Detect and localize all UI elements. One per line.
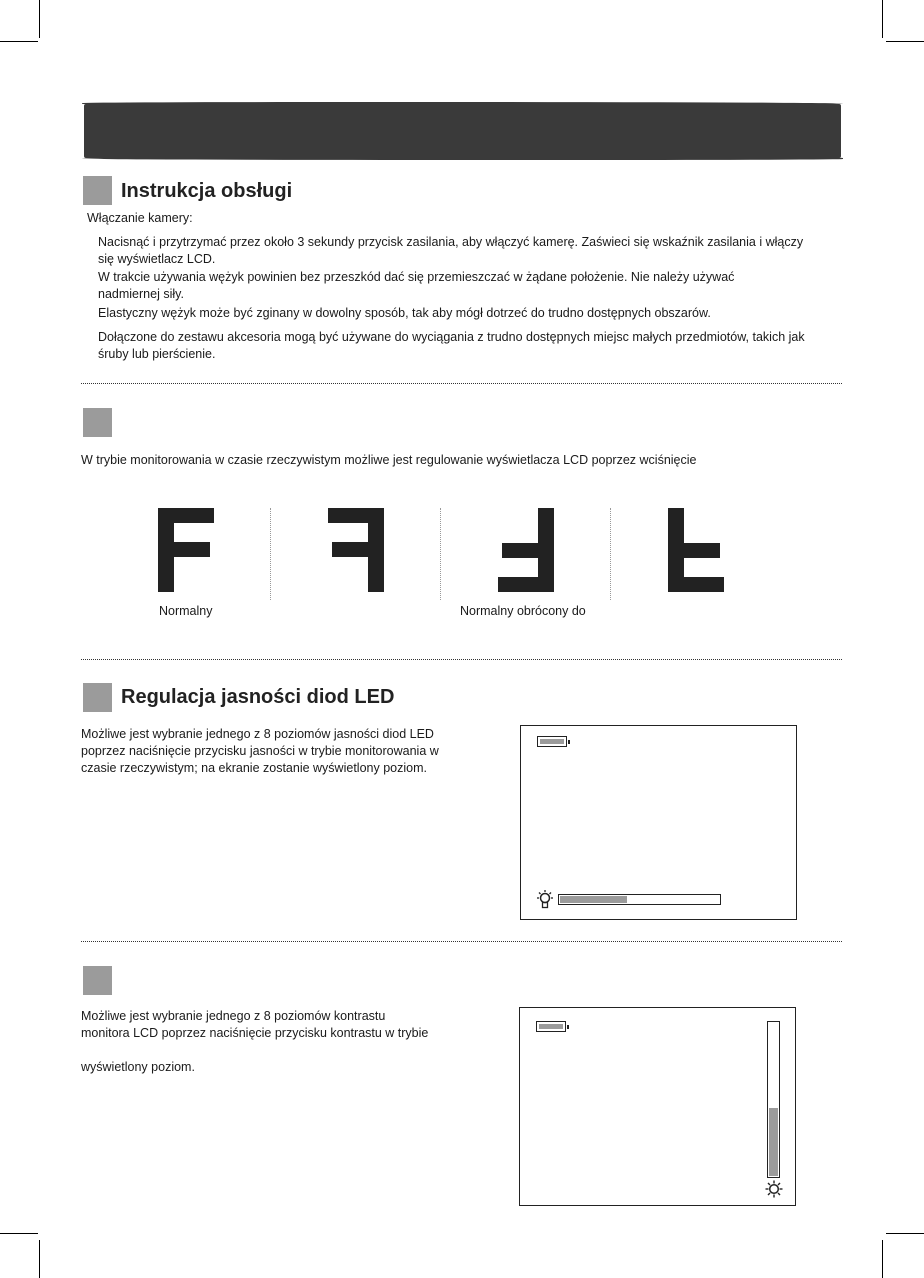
glyph-flipped — [668, 508, 724, 592]
glyph-rotated — [498, 508, 554, 592]
section-title: Regulacja jasności diod LED — [121, 686, 395, 708]
lcd-screen-led — [520, 725, 797, 920]
section-marker — [83, 683, 112, 712]
display-text: W trybie monitorowania w czasie rzeczywistym możliwe jest regulowanie wyświetlacza LCD poprzez wciśnięcie — [81, 453, 697, 467]
section-marker — [83, 966, 112, 995]
contrast-description: Możliwe jest wybranie jednego z 8 poziomów kontrastu monitora LCD poprzez naciśnięcie przycisku kontrastu w trybie wyświetlony poziom. — [81, 1009, 429, 1074]
battery-icon — [537, 736, 567, 747]
section-title: Instrukcja obsługi — [121, 180, 293, 202]
paragraph: W trakcie używania wężyk powinien bez przeszkód dać się przemieszczać w żądane położenie. Nie należy używać nadmiernej siły. — [98, 270, 735, 301]
column-divider — [270, 508, 271, 600]
paragraph: Dołączone do zestawu akcesoria mogą być używane do wyciągania z trudno dostępnych miejsc małych przedmiotów, takich jak śruby lub pierścienie. — [98, 330, 805, 361]
divider — [81, 659, 842, 660]
lcd-screen-contrast — [519, 1007, 796, 1206]
column-divider — [610, 508, 611, 600]
crop-mark — [39, 0, 40, 38]
battery-icon — [536, 1021, 566, 1032]
crop-mark — [882, 0, 883, 38]
divider — [81, 941, 842, 942]
crop-mark — [39, 1240, 40, 1278]
led-level-bar — [558, 894, 721, 905]
crop-mark — [882, 1240, 883, 1278]
sun-icon — [765, 1180, 783, 1198]
paragraph: Elastyczny wężyk może być zginany w dowolny sposób, tak aby mógł dotrzeć do trudno dostępnych obszarów. — [98, 306, 711, 320]
glyph-mirrored — [328, 508, 384, 592]
section-marker — [83, 176, 112, 205]
crop-mark — [0, 1233, 38, 1234]
crop-mark — [886, 41, 924, 42]
header-banner — [84, 104, 841, 158]
paragraph: Nacisnąć i przytrzymać przez około 3 sekundy przycisk zasilania, aby włączyć kamerę. Zaświeci się wskaźnik zasilania i włączy się wyświetlacz LCD. — [98, 235, 804, 266]
glyph-normal — [158, 508, 214, 592]
contrast-level-bar — [767, 1021, 780, 1178]
mode-label: Normalny — [159, 604, 213, 618]
crop-mark — [886, 1233, 924, 1234]
mode-label: Normalny obrócony do — [460, 604, 586, 618]
bulb-icon — [536, 890, 554, 912]
section-marker — [83, 408, 112, 437]
crop-mark — [0, 41, 38, 42]
divider — [81, 383, 842, 384]
led-description: Możliwe jest wybranie jednego z 8 poziomów jasności diod LED poprzez naciśnięcie przycisku jasności w trybie monitorowania w czasie rzeczywistym; na ekranie zostanie wyświetlony poziom. — [81, 727, 439, 775]
intro-text: Włączanie kamery: — [87, 211, 193, 225]
column-divider — [440, 508, 441, 600]
